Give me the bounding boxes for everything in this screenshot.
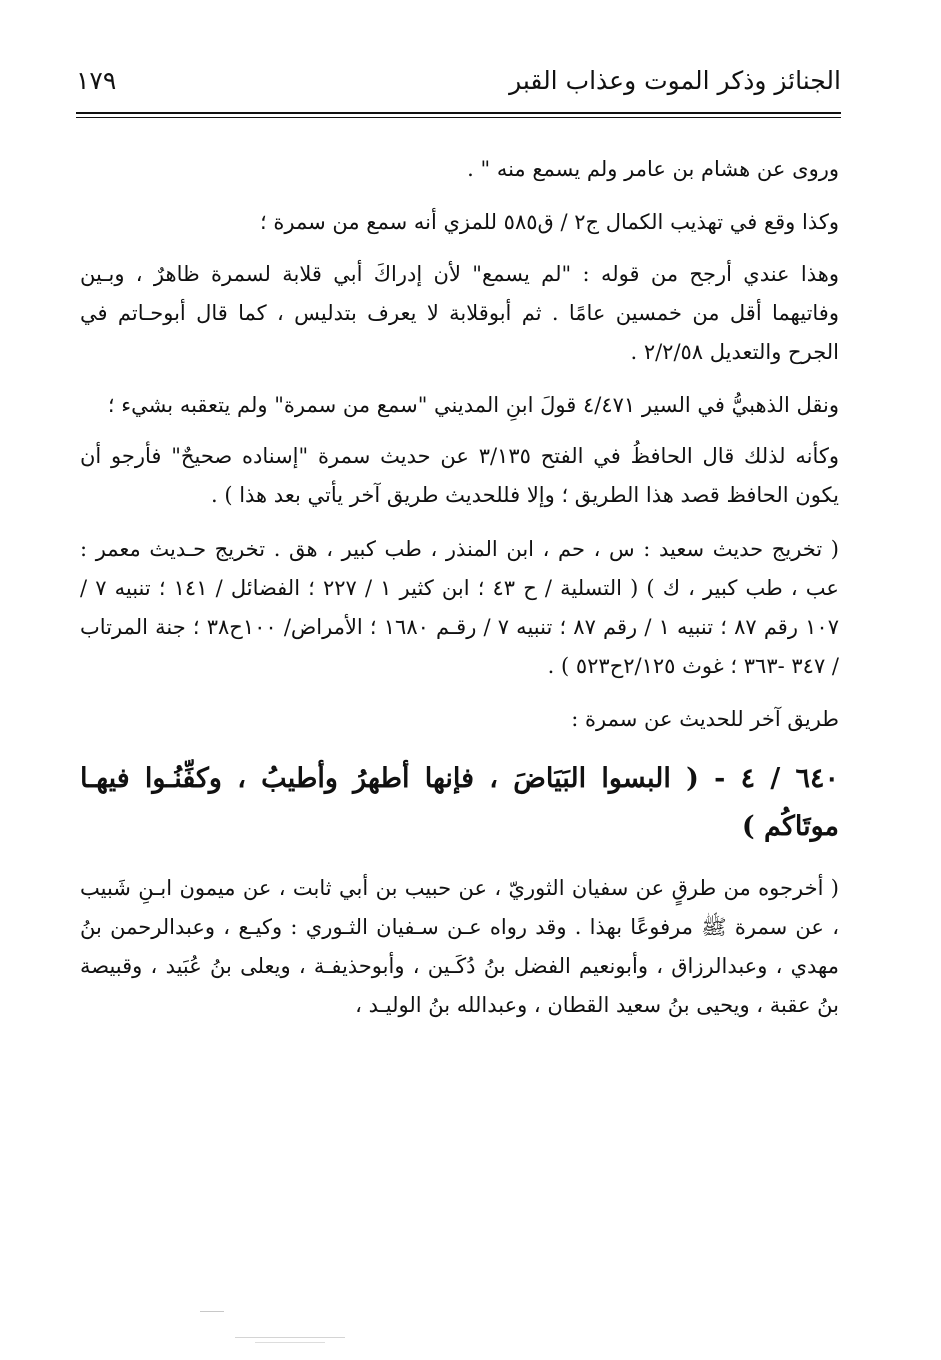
scan-smudge (235, 1337, 345, 1338)
scan-smudge (255, 1342, 325, 1343)
header-rule-thick (76, 112, 841, 114)
section-heading-another-route: طريق آخر للحديث عن سمرة : (571, 707, 839, 731)
running-title: الجنائز وذكر الموت وعذاب القبر (509, 66, 841, 95)
paragraph-preferred-opinion: وهذا عندي أرجح من قوله : "لم يسمع" لأن إدراكَ أبي قلابة لسمرة ظاهرٌ ، وبـين وفاتيهما أقل من خمسين عامًا . ثم أبوقلابة لا يعرف بتدليس ، كما قال أبوحـاتم في الجرح والتعديل ٢/٢/٥٨ . (80, 262, 839, 364)
paragraph-takhrij: ( تخريج حديث سعيد : س ، حم ، ابن المنذر ، طب كبير ، هق . تخريج حـديث معمر : عب ، طب كبير ، ك ) ( التسلية / ح ٤٣ ؛ ابن كثير ١ / ٢٢٧ ؛ الفضائل / ١٤١ ؛ تنبيه ٧ / ١٠٧ رقم ٨٧ ؛ تنبيه ١ / رقم ٨٧ ؛ تنبيه ٧ / رقـم ١٦٨٠ ؛ الأمراض/ ١٠٠ح٣٨ ؛ جنة المرتاب / ٣٤٧ -٣٦٣ ؛ غوث ٢/١٢٥ح٥٢٣ ) . (80, 537, 839, 678)
page-number: ١٧٩ (76, 66, 117, 95)
paragraph-hisham-narration: وروى عن هشام بن عامر ولم يسمع منه " . (467, 157, 839, 181)
paragraph-narrators: ( أخرجوه من طرقٍ عن سفيان الثوريّ ، عن حبيب بن أبي ثابت ، عن ميمون ابـنِ شَبيب ، عن سمرة ﷺ مرفوعًا بهذا . وقد رواه عـن سـفيان الثـوري : وكيـع ، وعبدالرحمن بنُ مهدي ، وعبدالرزاق ، وأبونعيم الفضل بنُ دُكَـين ، وأبوحذيفـة ، ويعلى بنُ عُبَيد ، وقبيصة بنُ عقبة ، ويحيى بنُ سعيد القطان ، وعبدالله بنُ الوليـد ، (80, 876, 839, 1017)
header-rule-thin (76, 117, 841, 118)
scan-smudge (200, 1311, 224, 1312)
page-header (76, 62, 841, 112)
page-body (80, 150, 839, 1025)
paragraph-dhahabi-siyar: ونقل الذهبيُّ في السير ٤/٤٧١ قولَ ابنِ المديني "سمع من سمرة" ولم يتعقبه بشيء ؛ (107, 393, 839, 417)
paragraph-hafiz-fath: وكأنه لذلك قال الحافظُ في الفتح ٣/١٣٥ عن حديث سمرة "إسناده صحيحٌ" فأرجو أن يكون الحافظ قصد هذا الطريق ؛ وإلا فللحديث طريق آخر يأتي بعد هذا ) . (80, 444, 839, 507)
paragraph-tahdhib-kamal: وكذا وقع في تهذيب الكمال ج٢ / ق٥٨٥ للمزي أنه سمع من سمرة ؛ (260, 210, 839, 234)
hadith-text: ٦٤٠ / ٤ - ( البسوا البَيَاضَ ، فإنها أطهرُ وأطيبُ ، وكفِّنُـوا فيهـا موتَاكُم ) (80, 763, 839, 842)
